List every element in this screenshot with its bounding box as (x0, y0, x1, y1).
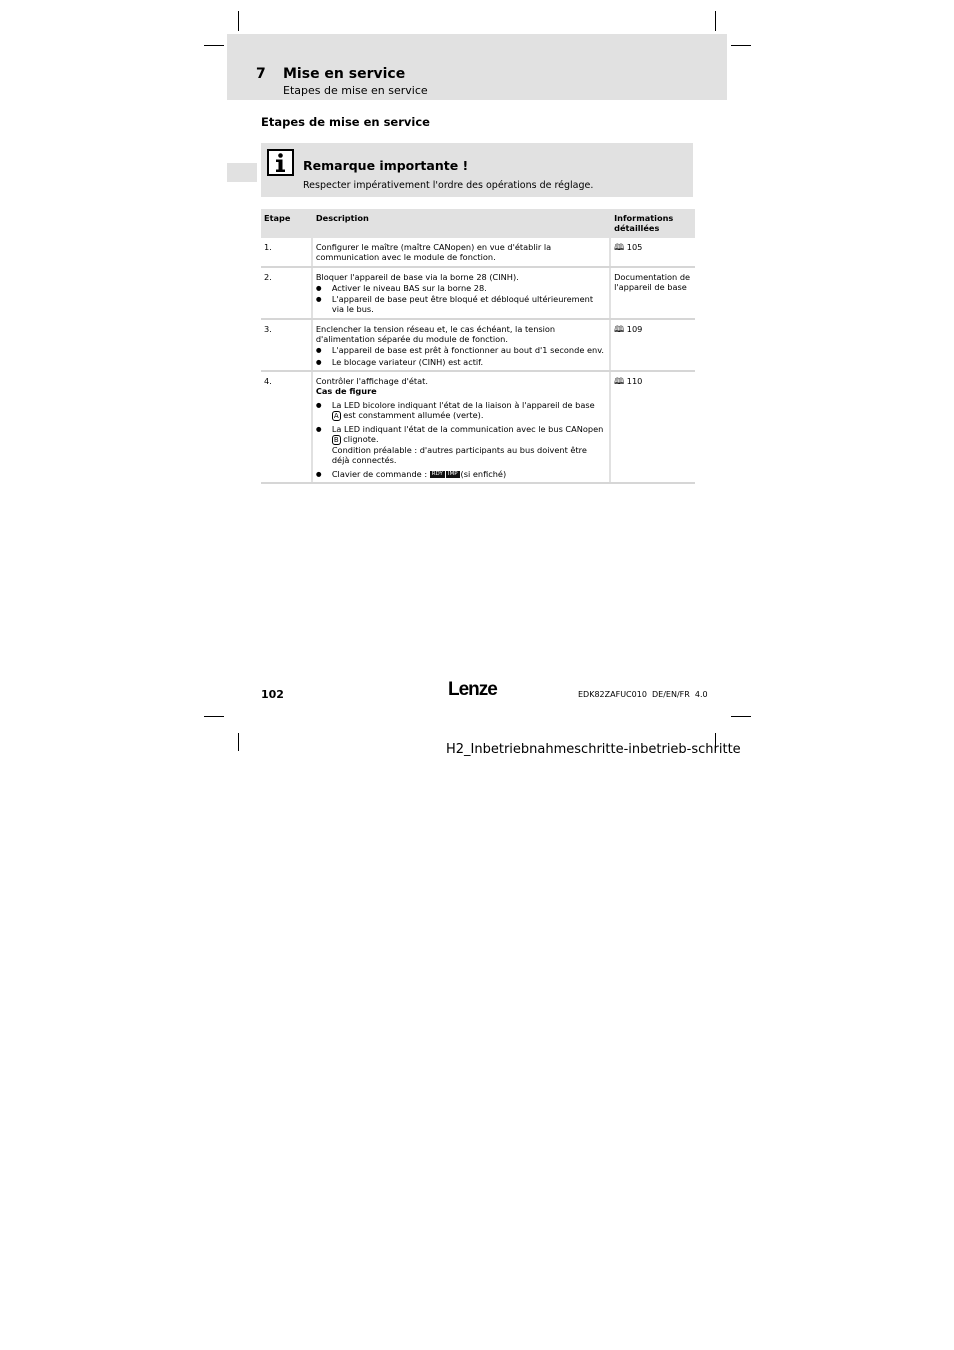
file-name: H2_Inbetriebnahmeschritte-inbetrieb-schritte (446, 742, 741, 757)
bullet-item: ● Activer le niveau BAS sur la borne 28. (316, 283, 606, 293)
table-row (261, 267, 695, 319)
step-number: 4. (261, 371, 312, 483)
step-description: Enclencher la tension réseau et, le cas échéant, la tension d'alimentation séparée du module de fonction. (315, 323, 556, 345)
step-number: 1. (261, 238, 312, 267)
bullet-item: ● La LED bicolore indiquant l'état de la liaison à l'appareil de base A est constamment allumée (verte). (316, 400, 606, 421)
chapter-title: Mise en service (283, 66, 406, 82)
cases-subheading: Cas de figure (315, 386, 377, 397)
step-number: 2. (261, 267, 312, 319)
rdy-key-indicator: RDY (431, 470, 443, 477)
step-info (610, 319, 695, 371)
step-description: Contrôler l'affichage d'état. (315, 375, 428, 386)
crop-mark (715, 11, 716, 31)
crop-mark (204, 716, 224, 717)
bullet-item: ● L'appareil de base est prêt à fonctionner au bout d'1 seconde env. (316, 345, 606, 355)
crop-mark (731, 716, 751, 717)
marker-b: B (333, 436, 339, 445)
step-description-cell (312, 371, 610, 483)
lenze-logo: Lenze (448, 679, 497, 700)
section-title: Etapes de mise en service (261, 115, 430, 129)
table-row (261, 371, 695, 483)
step-description-cell (312, 319, 610, 371)
step-info (610, 371, 695, 483)
crop-mark (238, 733, 239, 751)
crop-mark (238, 11, 239, 31)
imp-key-indicator: IMP (447, 470, 458, 477)
crop-mark (731, 45, 751, 46)
step-info (610, 238, 695, 267)
note-text: Respecter impérativement l'ordre des opérations de réglage. (303, 180, 594, 191)
page-reference[interactable]: 109 (626, 323, 643, 334)
info-icon (267, 149, 294, 176)
commissioning-steps-table (261, 209, 695, 484)
column-header-description: Description (312, 209, 610, 238)
page-reference[interactable]: 105 (626, 242, 643, 252)
note-title: Remarque importante ! (303, 158, 469, 173)
table-row (261, 319, 695, 371)
column-header-info: Informations détaillées (610, 209, 695, 238)
book-icon: 🕮 (614, 243, 625, 253)
document-code: EDK82ZAFUC010 DE/EN/FR 4.0 (578, 690, 708, 699)
book-icon: 🕮 (614, 376, 625, 387)
condition-note: Condition préalable : d'autres participants au bus doivent être déjà connectés. (331, 445, 587, 466)
book-icon: 🕮 (614, 324, 625, 335)
page-reference[interactable]: 110 (626, 375, 643, 386)
table-header-row (261, 209, 695, 238)
bullet-item: ● Le blocage variateur (CINH) est actif. (316, 357, 606, 367)
bullet-item: ● Clavier de commande : RDY IMP (si enfiché) (316, 469, 606, 479)
step-description-cell (312, 267, 610, 319)
bullet-item: ● La LED indiquant l'état de la communication avec le bus CANopen B clignote. Condition préalable : d'autres participants au bus doivent être déjà connectés. (316, 424, 606, 466)
bullet-item: ● L'appareil de base peut être bloqué et débloqué ultérieurement via le bus. (316, 294, 606, 315)
chapter-number: 7 (256, 66, 266, 82)
step-description: Configurer le maître (maître CANopen) en vue d'établir la communication avec le module de fonction. (312, 238, 610, 267)
table-row (261, 238, 695, 267)
chapter-subtitle: Etapes de mise en service (283, 84, 428, 97)
side-tab-marker (227, 163, 257, 182)
step-description: Bloquer l'appareil de base via la borne 28 (CINH). (315, 271, 519, 282)
marker-a: A (333, 411, 339, 420)
crop-mark (204, 45, 224, 46)
step-info: Documentation de l'appareil de base (610, 267, 695, 319)
column-header-step: Etape (261, 209, 312, 238)
page-number: 102 (261, 688, 284, 701)
step-number: 3. (261, 319, 312, 371)
